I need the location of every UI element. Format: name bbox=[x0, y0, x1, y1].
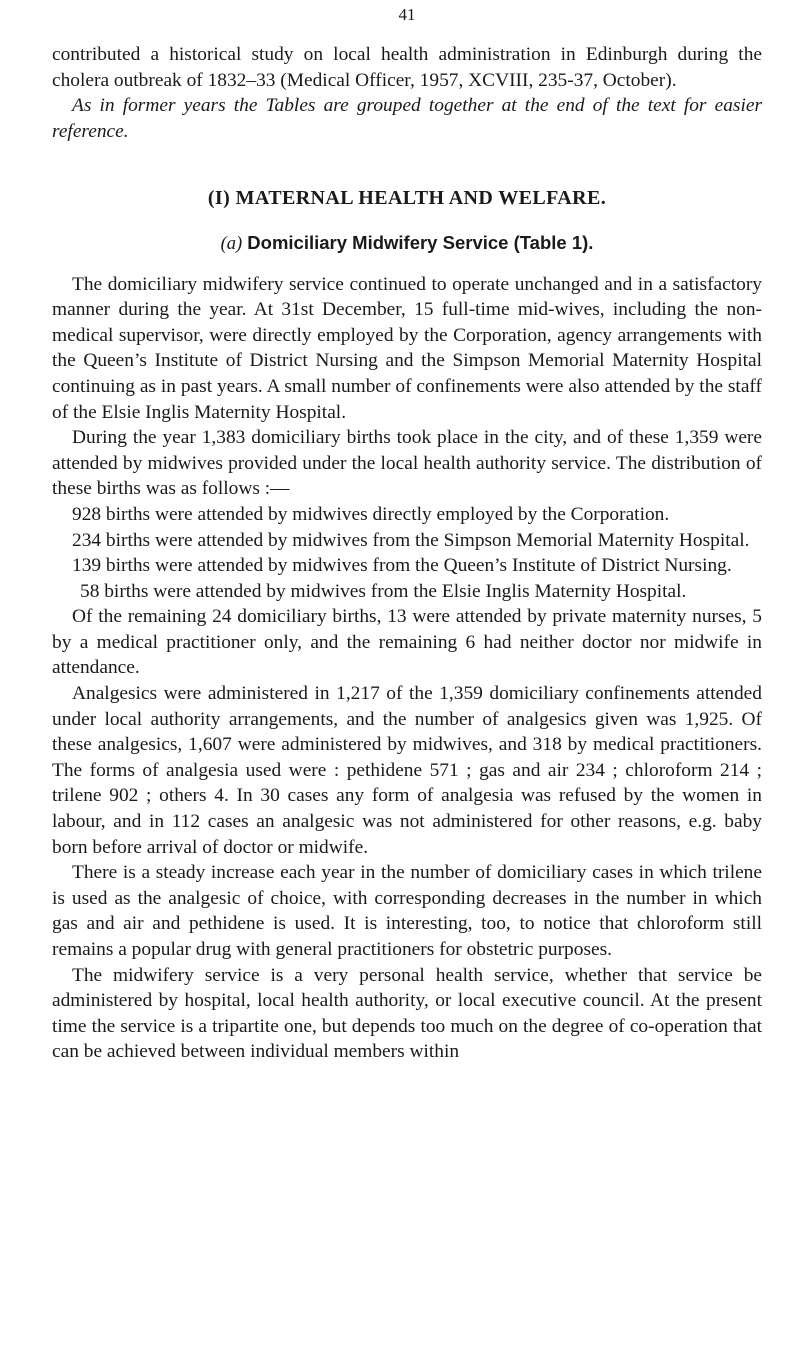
paragraph-remaining-births: Of the remaining 24 domiciliary births, 13 were attended by private maternity nurses, 5 by a medical practitioner only, and the remaining 6 had neither doctor nor midwife in attendance. bbox=[52, 606, 762, 679]
list-item: 234 births were attended by midwives from the Simpson Memorial Maternity Hospital. bbox=[72, 529, 750, 551]
subheading-letter: (a) bbox=[220, 233, 243, 254]
list-item: 139 births were attended by midwives from the Queen’s Institute of District Nursing. bbox=[72, 555, 732, 577]
intro-continuation: contributed a historical study on local health administration in Edinburgh during the cholera outbreak of 1832–33 (Medical Officer, 1957, XCVIII, 235-37, October). bbox=[52, 44, 762, 91]
paragraph-trilene-trend: There is a steady increase each year in the number of domiciliary cases in which trilene is used as the analgesic of choice, with corresponding decreases in the number in which gas and air and pethidene is used. It is interesting, too, to notice that chloroform still remains a popular drug with general practitioners for obstetric purposes. bbox=[52, 862, 762, 960]
paragraph-analgesics: Analgesics were administered in 1,217 of the 1,359 domiciliary confinements attended under local authority arrangements, and the number of analgesics given was 1,925. Of these analgesics, 1,607 were administered by midwives, and 318 by medical practitioners. The forms of analgesia used were : pethidene 571 ; gas and air 234 ; chloroform 214 ; trilene 902 ; others 4. In 30 cases any form of analgesia was refused by the women in labour, and in 112 cases an analgesic was not administered for other reasons, e.g. baby born before arrival of doctor or midwife. bbox=[52, 683, 762, 858]
section-heading: (I) MATERNAL HEALTH AND WELFARE. bbox=[207, 187, 607, 210]
births-distribution-list bbox=[52, 502, 762, 604]
list-item: 58 births were attended by midwives from the Elsie Inglis Maternity Hospital. bbox=[80, 580, 687, 602]
paragraph-service-structure: The midwifery service is a very personal health service, whether that service be administered by hospital, local health authority, or local executive council. At the present time the service is a tripartite one, but depends too much on the degree of co-operation that can be achieved between individual members within bbox=[52, 964, 762, 1063]
subheading bbox=[52, 230, 762, 258]
paragraph-births-total: During the year 1,383 domiciliary births took place in the city, and of these 1,359 were attended by midwives provided under the local health authority service. The distribution of these births was as follows :— bbox=[52, 427, 762, 500]
page-number: 41 bbox=[398, 5, 416, 24]
list-item: 928 births were attended by midwives directly employed by the Corporation. bbox=[72, 503, 670, 525]
subheading-text: Domiciliary Midwifery Service (Table 1). bbox=[242, 231, 594, 253]
tables-note: As in former years the Tables are grouped together at the end of the text for easier reference. bbox=[52, 95, 762, 142]
paragraph-service-overview: The domiciliary midwifery service continued to operate unchanged and in a satisfactory manner during the year. At 31st December, 15 full-time mid-wives, including the non-medical supervisor, were directly employed by the Corporation, agency arrangements with the Queen’s Institute of District Nursing and the Simpson Memorial Maternity Hospital continuing as in past years. A small number of confinements were also attended by the staff of the Elsie Inglis Maternity Hospital. bbox=[52, 273, 762, 423]
